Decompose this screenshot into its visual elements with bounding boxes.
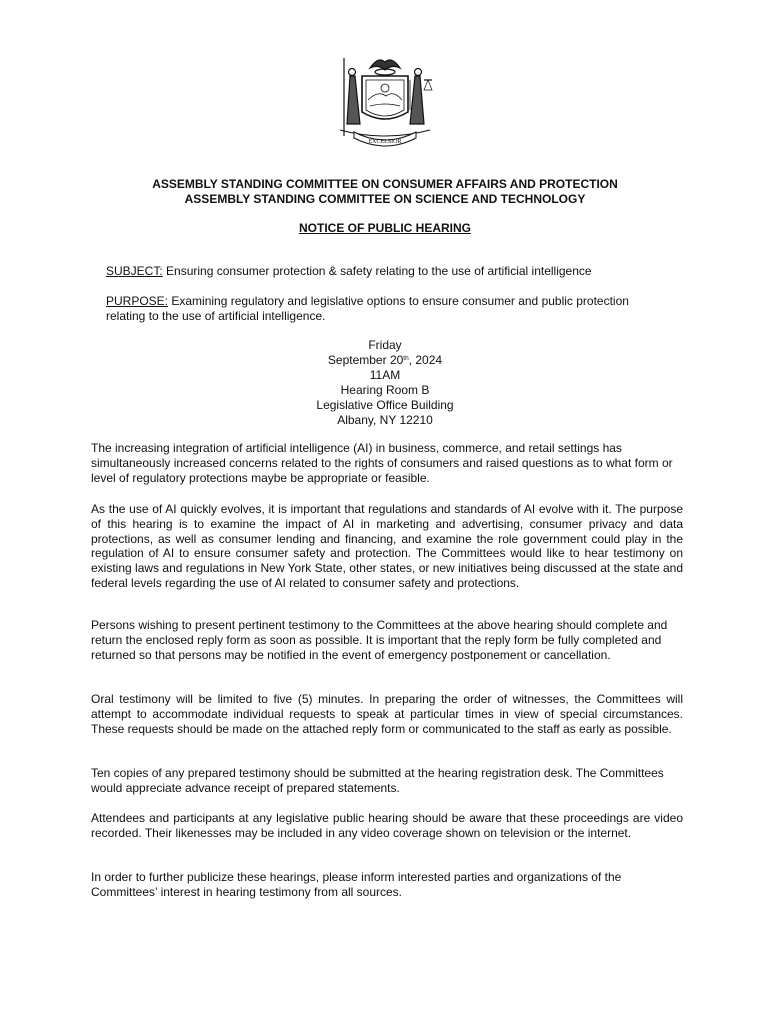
purpose-text: Examining regulatory and legislative options to ensure consumer and public protection relating to the use of artificial intelligence.	[106, 294, 629, 323]
subject-text: Ensuring consumer protection & safety relating to the use of artificial intelligence	[162, 264, 592, 278]
paragraph-video-recording: Attendees and participants at any legislative public hearing should be aware that these proceedings are video recorded. Their likenesses may be included in any video coverage shown on television or the internet.	[91, 811, 683, 840]
purpose-label: PURPOSE:	[106, 294, 169, 308]
paragraph-hearing-purpose: As the use of AI quickly evolves, it is important that regulations and standards of AI evolve with it. The purpose of this hearing is to examine the impact of AI in marketing and advertising, consumer privacy and data protections, as well as consumer lending and financing, and examine the role government could play in the regulation of AI to ensure consumer safety and protection. The Committees would like to hear testimony on existing laws and regulations in New York State, other states, or new initiatives being discussed at the state and federal levels regarding the use of AI related to consumer safety and protections.	[91, 502, 683, 590]
hearing-building: Legislative Office Building	[316, 398, 454, 412]
paragraph-reply-form: Persons wishing to present pertinent testimony to the Committees at the above hearing should complete and return the enclosed reply form as soon as possible. It is important that the reply form be fully completed and returned so that persons may be notified in the event of emergency postponement or cancellation.	[91, 618, 668, 662]
notice-title: NOTICE OF PUBLIC HEARING	[298, 221, 471, 235]
paragraph-prepared-testimony: Ten copies of any prepared testimony should be submitted at the hearing registration desk. The Committees would appreciate advance receipt of prepared statements.	[91, 766, 664, 795]
paragraph-oral-testimony: Oral testimony will be limited to five (5) minutes. In preparing the order of witnesses, the Committees will attempt to accommodate individual requests to speak at particular times in view of special circumstances. These requests should be made on the attached reply form or communicated to the staff as early as possible.	[91, 692, 683, 736]
subject-line	[106, 264, 686, 279]
committee-title-1: ASSEMBLY STANDING COMMITTEE ON CONSUMER AFFAIRS AND PROTECTION	[152, 177, 618, 191]
hearing-room: Hearing Room B	[340, 383, 430, 397]
purpose-line	[106, 294, 666, 324]
hearing-date: September 20th, 2024	[327, 353, 443, 367]
hearing-time: 11AM	[369, 368, 401, 382]
paragraph-ai-integration: The increasing integration of artificial intelligence (AI) in business, commerce, and retail settings has simultaneously increased concerns related to the rights of consumers and raised questions as to what form or level of regulatory protections maybe be appropriate or feasible.	[91, 441, 673, 485]
hearing-details	[220, 338, 550, 428]
committee-title-2: ASSEMBLY STANDING COMMITTEE ON SCIENCE AND TECHNOLOGY	[184, 192, 586, 206]
seal-ribbon-text: EXCELSIOR	[368, 139, 402, 145]
new-york-state-seal-icon	[320, 50, 450, 150]
hearing-city: Albany, NY 12210	[337, 413, 433, 427]
paragraph-publicize: In order to further publicize these hearings, please inform interested parties and organizations of the Committees’ interest in hearing testimony from all sources.	[91, 870, 622, 899]
subject-label: SUBJECT:	[106, 264, 163, 278]
hearing-day: Friday	[368, 338, 402, 352]
